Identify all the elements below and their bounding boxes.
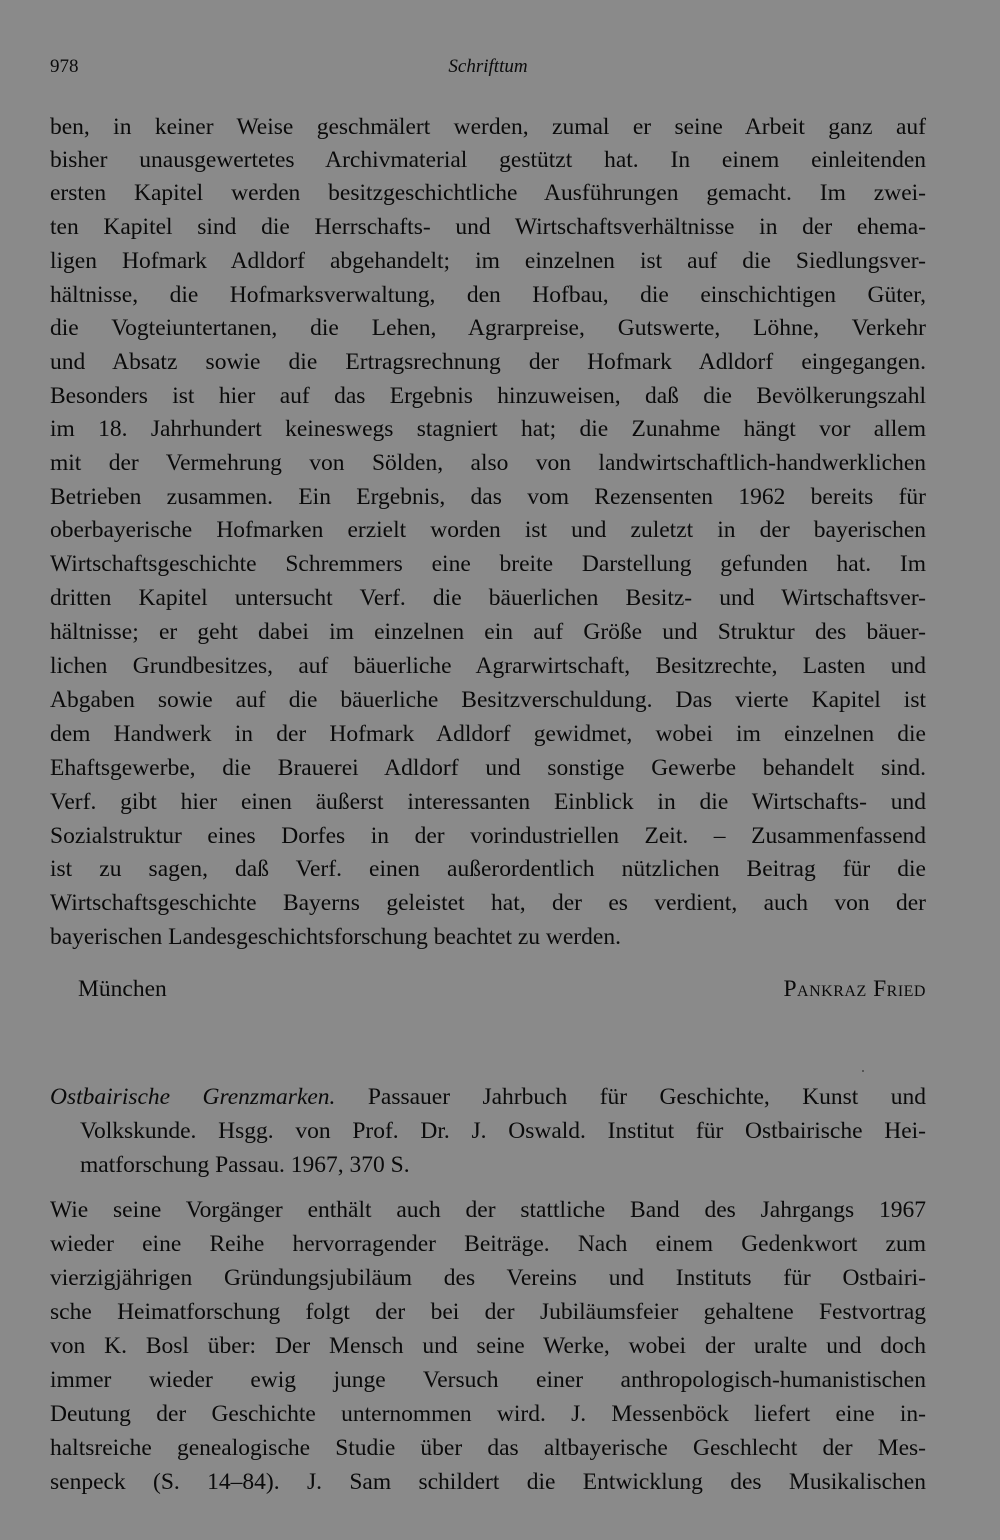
reference-line: Volkskunde. Hsgg. von Prof. Dr. J. Oswald. Institut für Ostbairische Hei-	[80, 1118, 926, 1144]
review-signature	[78, 972, 926, 1006]
paragraph-line: dem Handwerk in der Hofmark Adldorf gewidmet, wobei im einzelnen die	[50, 721, 926, 747]
paragraph-line: Abgaben sowie auf die bäuerliche Besitzverschuldung. Das vierte Kapitel ist	[50, 687, 926, 713]
paragraph-line: lichen Grundbesitzes, auf bäuerliche Agrarwirtschaft, Besitzrechte, Lasten und	[50, 653, 926, 679]
paragraph-line: Besonders ist hier auf das Ergebnis hinzuweisen, daß die Bevölkerungszahl	[50, 383, 926, 409]
paragraph-line: und Absatz sowie die Ertragsrechnung der Hofmark Adldorf eingegangen.	[50, 349, 926, 375]
signature-place: München	[78, 976, 167, 1002]
reference-text: Passauer Jahrbuch für Geschichte, Kunst und	[335, 1084, 926, 1110]
running-head	[50, 56, 926, 86]
paragraph-line: hältnisse; er geht dabei im einzelnen ein auf Größe und Struktur des bäuer-	[50, 619, 926, 645]
paragraph-line: Deutung der Geschichte unternommen wird. J. Messenböck liefert eine in-	[50, 1401, 926, 1427]
paragraph-line: Sozialstruktur eines Dorfes in der vorindustriellen Zeit. – Zusammenfassend	[50, 823, 926, 849]
paragraph-line: ben, in keiner Weise geschmälert werden, zumal er seine Arbeit ganz auf	[50, 114, 926, 140]
scan-speck	[862, 1070, 864, 1072]
signature-author: Pankraz Fried	[783, 976, 926, 1002]
paragraph-line: mit der Vermehrung von Sölden, also von landwirtschaftlich-handwerklichen	[50, 450, 926, 476]
paragraph-line: ligen Hofmark Adldorf abgehandelt; im einzelnen ist auf die Siedlungsver-	[50, 248, 926, 274]
paragraph-line: hältnisse, die Hofmarksverwaltung, den Hofbau, die einschichtigen Güter,	[50, 282, 926, 308]
page-number: 978	[50, 56, 79, 77]
paragraph-line: die Vogteiuntertanen, die Lehen, Agrarpreise, Gutswerte, Löhne, Verkehr	[50, 315, 926, 341]
paragraph-line: haltsreiche genealogische Studie über das altbayerische Geschlecht der Mes-	[50, 1435, 926, 1461]
reference-title: Ostbairische Grenzmarken.	[50, 1084, 336, 1110]
paragraph-line: bayerischen Landesgeschichtsforschung beachtet zu werden.	[50, 924, 621, 950]
paragraph-line: vierzigjährigen Gründungsjubiläum des Vereins und Instituts für Ostbairi-	[50, 1265, 926, 1291]
paragraph-line: Wie seine Vorgänger enthält auch der stattliche Band des Jahrgangs 1967	[50, 1197, 926, 1223]
paragraph-line: ersten Kapitel werden besitzgeschichtliche Ausführungen gemacht. Im zwei-	[50, 180, 926, 206]
paragraph-line: Wirtschaftsgeschichte Schremmers eine breite Darstellung gefunden hat. Im	[50, 551, 926, 577]
paragraph-line: Wirtschaftsgeschichte Bayerns geleistet hat, der es verdient, auch von der	[50, 890, 926, 916]
paragraph-line: im 18. Jahrhundert keineswegs stagniert hat; die Zunahme hängt vor allem	[50, 416, 926, 442]
paragraph-line: Ehaftsgewerbe, die Brauerei Adldorf und sonstige Gewerbe behandelt sind.	[50, 755, 926, 781]
paragraph-line: dritten Kapitel untersucht Verf. die bäuerlichen Besitz- und Wirtschaftsver-	[50, 585, 926, 611]
reference-line: matforschung Passau. 1967, 370 S.	[80, 1152, 410, 1178]
paragraph-line: oberbayerische Hofmarken erzielt worden ist und zuletzt in der bayerischen	[50, 517, 926, 543]
section-title: Schrifttum	[448, 56, 528, 77]
paragraph-line: immer wieder ewig junge Versuch einer anthropologisch-humanistischen	[50, 1367, 926, 1393]
reference-line	[50, 1081, 926, 1114]
paragraph-line: sche Heimatforschung folgt der bei der Jubiläumsfeier gehaltene Festvortrag	[50, 1299, 926, 1325]
paragraph-line: wieder eine Reihe hervorragender Beiträge. Nach einem Gedenkwort zum	[50, 1231, 926, 1257]
paragraph-line: senpeck (S. 14–84). J. Sam schildert die Entwicklung des Musikalischen	[50, 1469, 926, 1495]
paragraph-line: ist zu sagen, daß Verf. einen außerordentlich nützlichen Beitrag für die	[50, 856, 926, 882]
paragraph-line: von K. Bosl über: Der Mensch und seine Werke, wobei der uralte und doch	[50, 1333, 926, 1359]
paragraph-line: bisher unausgewertetes Archivmaterial gestützt hat. In einem einleitenden	[50, 147, 926, 173]
paragraph-line: ten Kapitel sind die Herrschafts- und Wirtschaftsverhältnisse in der ehema-	[50, 214, 926, 240]
paragraph-line: Verf. gibt hier einen äußerst interessanten Einblick in die Wirtschafts- und	[50, 789, 926, 815]
paragraph-line: Betrieben zusammen. Ein Ergebnis, das vom Rezensenten 1962 bereits für	[50, 484, 926, 510]
